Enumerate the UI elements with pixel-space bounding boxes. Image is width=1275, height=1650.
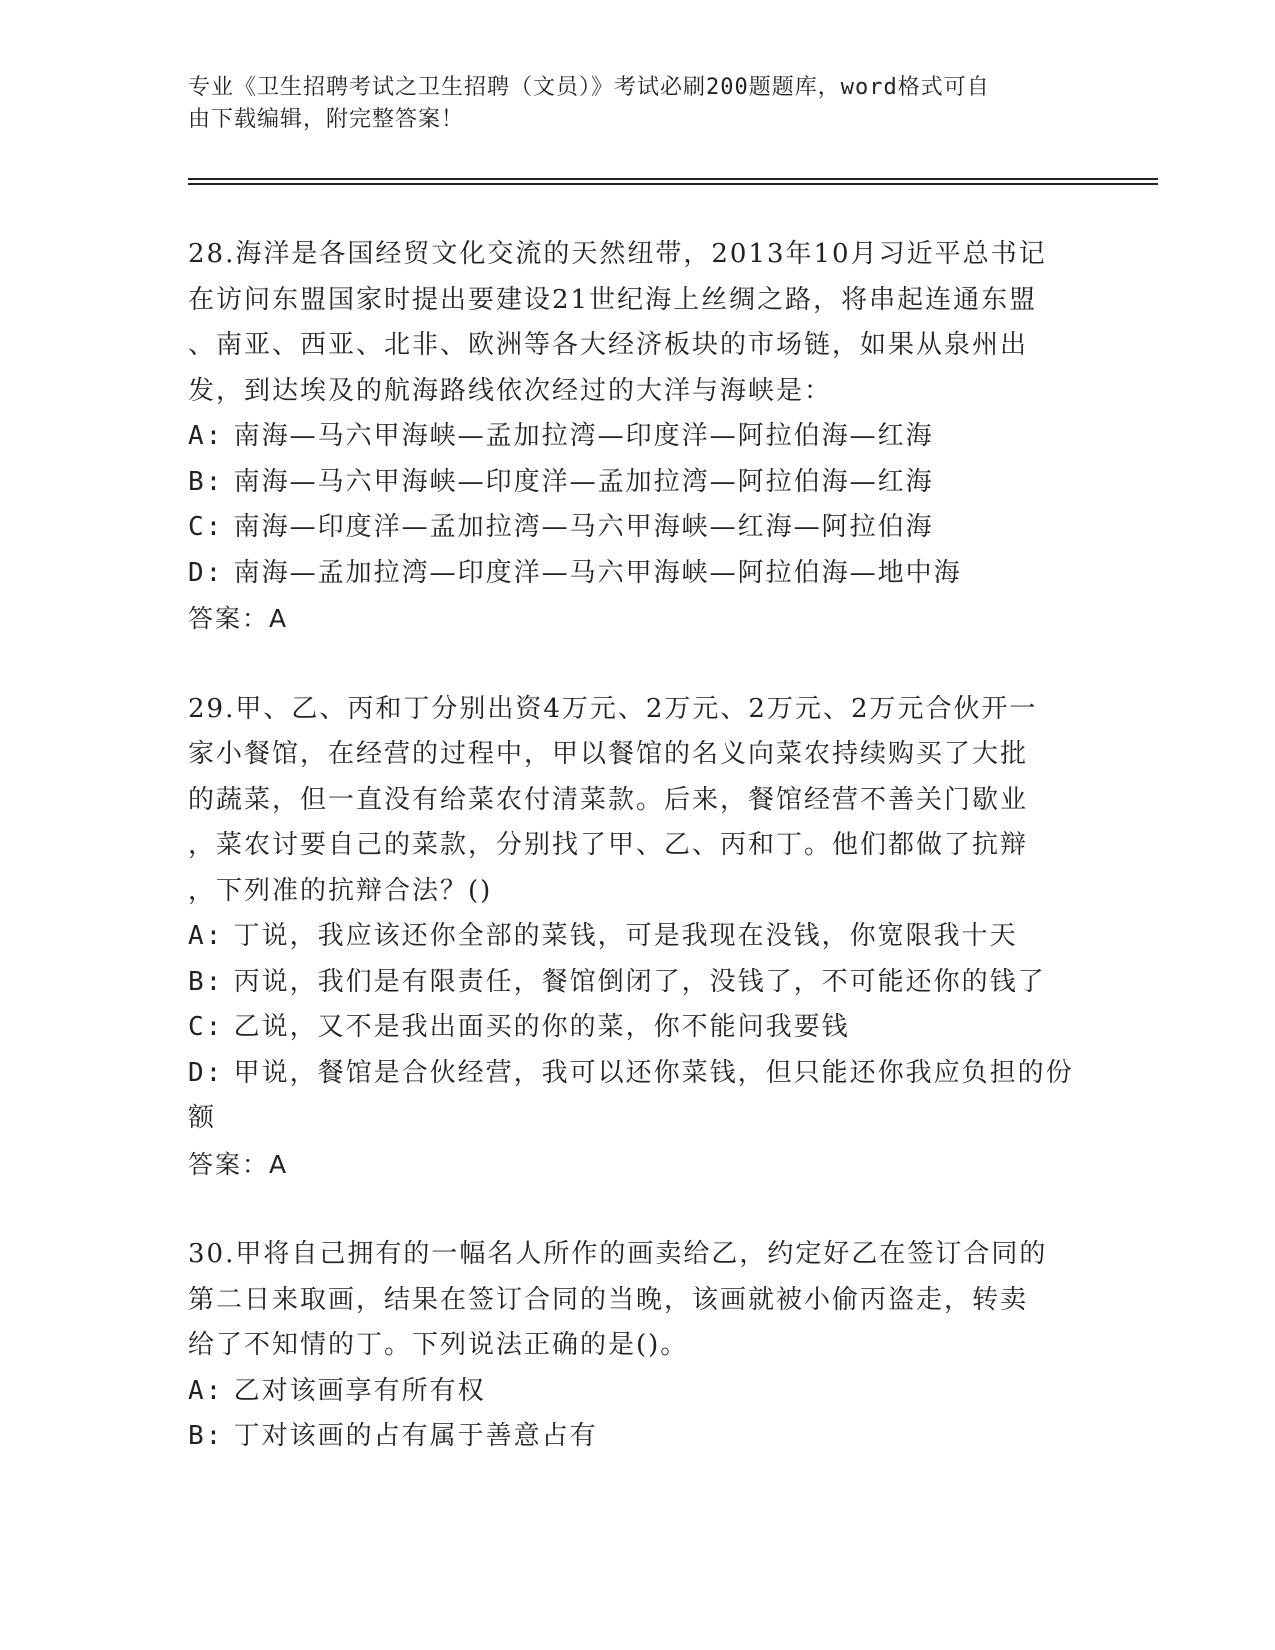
option-text: 乙对该画享有所有权	[233, 1375, 486, 1406]
question-28-stem-line-2: 在访问东盟国家时提出要建设21世纪海上丝绸之路，将串起连通东盟	[188, 284, 1038, 315]
question-30-stem-line-1: 30.甲将自己拥有的一幅名人所作的画卖给乙，约定好乙在签订合同的	[188, 1239, 1048, 1269]
question-28	[188, 232, 1088, 642]
question-30-stem-line-2: 第二日来取画，结果在签订合同的当晚，该画就被小偷丙盗走，转卖	[188, 1284, 1029, 1315]
option-text: 丙说，我们是有限责任，餐馆倒闭了，没钱了，不可能还你的钱了	[233, 966, 1046, 997]
option-key: A:	[188, 1375, 224, 1406]
header-line-2: 由下载编辑，附完整答案！	[188, 107, 465, 132]
option-key: C:	[188, 1012, 224, 1042]
option-key: B:	[188, 966, 224, 997]
option-key: C:	[188, 512, 224, 542]
option-text: 南海—印度洋—孟加拉湾—马六甲海峡—红海—阿拉伯海	[233, 512, 934, 542]
question-29-stem-line-4: ，菜农讨要自己的菜款，分别找了甲、乙、丙和丁。他们都做了抗辩	[188, 830, 1029, 860]
option-text: 丁对该画的占有属于善意占有	[233, 1421, 598, 1451]
question-28-answer: 答案：A	[188, 604, 289, 633]
question-29-option-c	[188, 1005, 1088, 1051]
question-28-option-b	[188, 460, 1088, 506]
question-28-option-d	[188, 551, 1088, 597]
question-30-option-b	[188, 1414, 1088, 1460]
option-key: B:	[188, 1421, 224, 1451]
option-text: 南海—马六甲海峡—印度洋—孟加拉湾—阿拉伯海—红海	[233, 466, 934, 497]
question-30-stem-line-3: 给了不知情的丁。下列说法正确的是()。	[188, 1330, 689, 1360]
question-29-stem-line-1: 29.甲、乙、丙和丁分别出资4万元、2万元、2万元、2万元合伙开一	[188, 693, 1038, 724]
question-29-stem-line-2: 家小餐馆，在经营的过程中，甲以餐馆的名义向菜农持续购买了大批	[188, 739, 1029, 769]
option-text: 南海—孟加拉湾—印度洋—马六甲海峡—阿拉伯海—地中海	[233, 557, 962, 588]
question-29-stem-line-5: ，下列准的抗辩合法？()	[188, 875, 493, 906]
header-line-1: 专业《卫生招聘考试之卫生招聘（文员）》考试必刷200题题库，word格式可自	[188, 75, 990, 100]
question-30-option-a	[188, 1369, 1088, 1415]
option-key: A:	[188, 921, 224, 951]
header-divider-bottom	[188, 183, 1158, 185]
option-key: D:	[188, 1057, 224, 1088]
option-text: 甲说，餐馆是合伙经营，我可以还你菜钱，但只能还你我应负担的份额	[188, 1057, 1074, 1133]
question-28-stem-line-4: 发，到达埃及的航海路线依次经过的大洋与海峡是：	[188, 375, 833, 406]
question-list	[188, 232, 1088, 1505]
option-key: D:	[188, 557, 224, 588]
question-29-option-a	[188, 914, 1088, 960]
document-header	[188, 72, 1068, 136]
question-28-stem-line-3: 、南亚、西亚、北非、欧洲等各大经济板块的市场链，如果从泉州出	[188, 330, 1029, 360]
question-29-answer: 答案：A	[188, 1149, 289, 1179]
question-28-option-a	[188, 414, 1088, 460]
question-28-option-c	[188, 505, 1088, 551]
option-key: B:	[188, 466, 224, 497]
option-key: A:	[188, 421, 224, 451]
question-29	[188, 687, 1088, 1188]
option-text: 南海—马六甲海峡—孟加拉湾—印度洋—阿拉伯海—红海	[233, 421, 934, 451]
question-29-stem-line-3: 的蔬菜，但一直没有给菜农付清菜款。后来，餐馆经营不善关门歇业	[188, 784, 1029, 815]
option-text: 丁说，我应该还你全部的菜钱，可是我现在没钱，你宽限我十天	[233, 921, 1018, 951]
question-29-option-d	[188, 1051, 1088, 1142]
question-29-option-b	[188, 960, 1088, 1006]
question-30	[188, 1232, 1088, 1460]
question-28-stem-line-1: 28.海洋是各国经贸文化交流的天然纽带，2013年10月习近平总书记	[188, 239, 1047, 269]
header-divider-top	[188, 178, 1158, 180]
option-text: 乙说，又不是我出面买的你的菜，你不能问我要钱	[233, 1012, 850, 1042]
